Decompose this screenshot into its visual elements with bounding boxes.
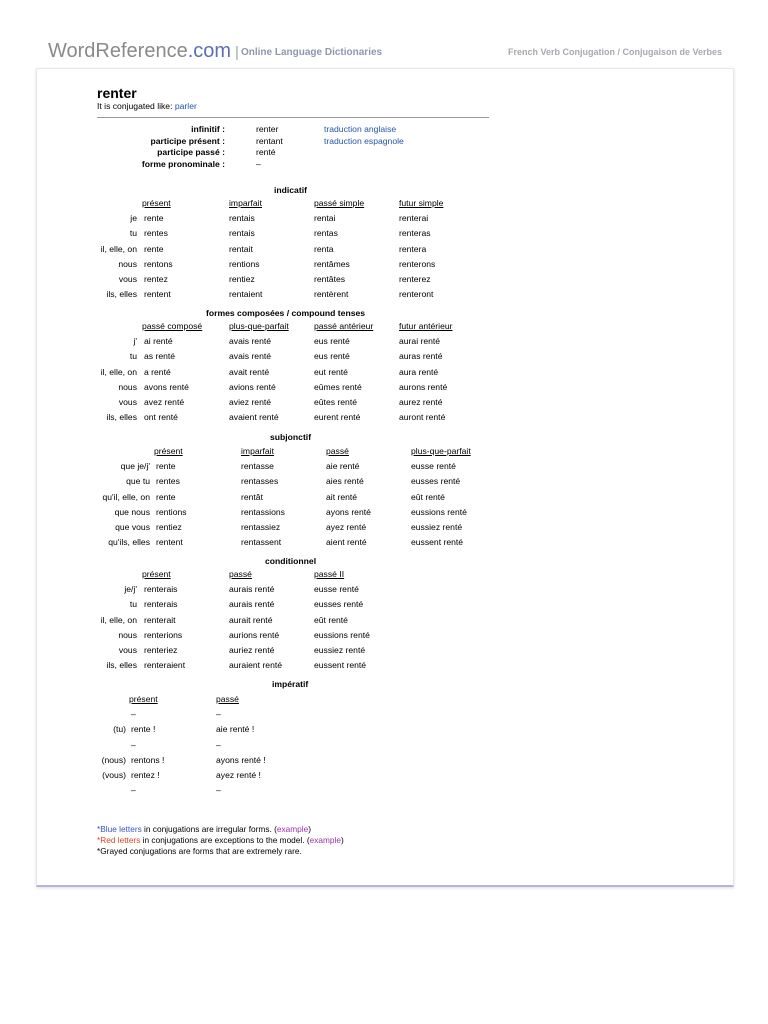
- indicatif-form: rentèrent: [314, 289, 349, 300]
- imperatif-form: rentez !: [131, 770, 160, 780]
- subjonctif-form: rentât: [241, 491, 263, 502]
- model-verb-link[interactable]: parler: [174, 101, 197, 111]
- indicatif-form: renteront: [399, 289, 434, 300]
- conditionnel-header: passé II: [314, 569, 345, 579]
- conditionnel-form: eussent renté: [314, 660, 367, 671]
- note-irregular-text: in conjugations are irregular forms. (: [141, 824, 277, 834]
- composees-header: futur antérieur: [399, 321, 453, 331]
- composees-form: eut renté: [314, 366, 348, 377]
- imperatif-form: rentons !: [131, 754, 165, 765]
- subjonctif-pronoun: qu'il, elle, on: [102, 491, 150, 502]
- imperatif-form: –: [131, 785, 136, 796]
- imperatif-pronoun: (tu): [113, 724, 126, 735]
- note-exceptions-text: in conjugations are exceptions to the model. (: [140, 835, 310, 845]
- note-irregular: [97, 824, 344, 835]
- conjugated-like-label: It is conjugated like:: [97, 101, 175, 111]
- indicatif-form: rentera: [399, 243, 427, 254]
- conditionnel-form: aurait renté: [229, 614, 273, 625]
- composees-form: a renté: [144, 366, 171, 377]
- indicatif-form: renterai: [399, 213, 429, 224]
- composees-header: passé antérieur: [314, 321, 374, 331]
- indicatif-form: rentâmes: [314, 258, 350, 269]
- indicatif-form: rentions: [229, 258, 260, 269]
- info-label: infinitif :: [191, 124, 225, 134]
- subjonctif-form: rentent: [156, 537, 183, 548]
- subjonctif-form: rentes: [156, 476, 180, 487]
- indicatif-pronoun: ils, elles: [106, 289, 137, 300]
- composees-form: eûmes renté: [314, 381, 362, 392]
- indicatif-form: rentais: [229, 228, 255, 239]
- verb-info: [97, 124, 497, 176]
- composees-form: avez renté: [144, 397, 185, 407]
- subjonctif-form: eût renté: [411, 491, 445, 502]
- conditionnel-pronoun: vous: [118, 645, 137, 655]
- imperatif-title: impératif: [272, 679, 309, 689]
- subjonctif-form: ait renté: [326, 491, 358, 502]
- composees-title: formes composées / compound tenses: [206, 308, 366, 318]
- subjonctif-pronoun: que vous: [115, 522, 150, 532]
- conditionnel-form: eusse renté: [314, 584, 359, 595]
- subjonctif-form: rente: [156, 491, 176, 502]
- subjonctif-form: rentions: [156, 506, 187, 517]
- subjonctif-form: rentiez: [156, 522, 182, 532]
- imperatif-header: présent: [129, 694, 158, 704]
- indicatif-form: renteras: [399, 228, 431, 239]
- composees-pronoun: vous: [118, 397, 137, 407]
- composees-pronoun: ils, elles: [106, 412, 137, 423]
- indicatif-pronoun: tu: [129, 228, 137, 239]
- subjonctif-header: présent: [154, 446, 183, 456]
- indicatif-form: rentent: [144, 289, 171, 300]
- composees-form: aviez renté: [229, 397, 272, 407]
- indicatif-pronoun: il, elle, on: [100, 243, 137, 254]
- indicatif-header: futur simple: [399, 198, 444, 208]
- indicatif-pronoun: vous: [118, 274, 137, 284]
- info-label: participe passé :: [157, 147, 225, 157]
- note-rare: *Grayed conjugations are forms that are extremely rare.: [97, 846, 302, 856]
- composees-form: eurent renté: [314, 412, 361, 423]
- site-header: [48, 38, 722, 68]
- conditionnel-form: renterions: [144, 629, 183, 640]
- subjonctif-pronoun: que nous: [114, 506, 150, 517]
- composees-form: auront renté: [399, 412, 446, 423]
- verb-title: renter: [97, 85, 137, 101]
- indicatif-header: présent: [142, 198, 171, 208]
- subjonctif-form: aies renté: [326, 476, 364, 487]
- composees-form: ai renté: [144, 336, 173, 347]
- indicatif-form: rentes: [144, 228, 168, 239]
- subjonctif-pronoun: que tu: [126, 476, 150, 487]
- composees-form: avais renté: [229, 351, 272, 362]
- logo-separator: |: [235, 44, 239, 61]
- imperatif-form: –: [216, 785, 221, 796]
- subjonctif-form: rente: [156, 461, 176, 472]
- example-link-exceptions[interactable]: example: [309, 835, 341, 845]
- composees-form: aurai renté: [399, 336, 441, 347]
- conditionnel-form: eût renté: [314, 614, 348, 625]
- imperatif-form: –: [216, 709, 221, 720]
- conditionnel-form: eussiez renté: [314, 645, 366, 655]
- site-logo[interactable]: [48, 40, 382, 63]
- imperatif-form: –: [131, 709, 136, 720]
- conditionnel-pronoun: il, elle, on: [100, 614, 137, 625]
- indicatif-form: rentait: [229, 243, 253, 254]
- subjonctif-header: passé: [326, 446, 349, 456]
- conditionnel-form: aurais renté: [229, 599, 275, 610]
- subjonctif-form: eussions renté: [411, 506, 467, 517]
- conditionnel-form: eusses renté: [314, 599, 364, 610]
- subjonctif-header: imparfait: [241, 446, 274, 456]
- composees-pronoun: tu: [129, 351, 137, 362]
- subjonctif-form: rentassent: [241, 537, 282, 548]
- indicatif-form: rentons: [144, 258, 173, 269]
- indicatif-form: renterons: [399, 258, 436, 269]
- subjonctif-form: rentasse: [241, 461, 274, 472]
- composees-header: passé composé: [142, 321, 203, 331]
- indicatif-form: rente: [144, 213, 164, 224]
- composees-header: plus-que-parfait: [229, 321, 289, 331]
- conditionnel-form: renterais: [144, 584, 178, 595]
- info-value: –: [256, 158, 261, 169]
- verb-header: [97, 86, 497, 176]
- composees-form: eus renté: [314, 336, 350, 347]
- composees-form: avons renté: [144, 381, 189, 392]
- indicatif-pronoun: nous: [118, 258, 137, 269]
- composees-form: avait renté: [229, 366, 270, 377]
- info-value: rentant: [256, 135, 283, 146]
- indicatif-form: rentiez: [229, 274, 255, 284]
- header-page-title: French Verb Conjugation / Conjugaison de Verbes: [507, 47, 722, 57]
- imperatif-form: –: [216, 739, 221, 750]
- indicatif-form: rentai: [314, 213, 336, 224]
- imperatif-header: passé: [216, 694, 239, 704]
- logo-com: .com: [187, 40, 232, 62]
- conditionnel-title: conditionnel: [265, 556, 317, 566]
- subjonctif-form: eusses renté: [411, 476, 461, 487]
- info-value: renter: [256, 124, 279, 134]
- conditionnel-form: aurais renté: [229, 584, 275, 595]
- note-blue-letters: *Blue letters: [97, 824, 142, 834]
- imperatif-pronoun: (vous): [102, 770, 126, 780]
- subjonctif-form: eusse renté: [411, 461, 456, 472]
- indicatif-title: indicatif: [274, 185, 307, 195]
- indicatif-form: renterez: [399, 274, 431, 284]
- info-row: [97, 147, 497, 158]
- conditionnel-form: renterais: [144, 599, 178, 610]
- indicatif-form: rentâtes: [314, 274, 346, 284]
- indicatif-form: rente: [144, 243, 164, 254]
- conditionnel-pronoun: nous: [118, 629, 137, 640]
- conditionnel-pronoun: tu: [129, 599, 137, 610]
- conditionnel-header: présent: [142, 569, 171, 579]
- conditionnel-form: eussions renté: [314, 629, 370, 640]
- indicatif-header: passé simple: [314, 198, 365, 208]
- composees-form: aura renté: [399, 366, 439, 377]
- info-row: [97, 159, 497, 170]
- composees-form: as renté: [144, 351, 176, 362]
- composees-pronoun: il, elle, on: [100, 366, 137, 377]
- indicatif-form: rentais: [229, 213, 255, 224]
- composees-form: auras renté: [399, 351, 443, 362]
- info-label: forme pronominale :: [141, 158, 225, 169]
- indicatif-form: rentaient: [229, 289, 263, 300]
- composees-form: aurez renté: [399, 397, 443, 407]
- conditionnel-form: aurions renté: [229, 629, 280, 640]
- imperatif-pronoun: (nous): [101, 754, 126, 765]
- conjugated-like: [97, 101, 497, 111]
- conditionnel-header: passé: [229, 569, 252, 579]
- subjonctif-form: aie renté: [326, 461, 360, 472]
- composees-form: ont renté: [144, 412, 178, 423]
- subjonctif-form: ayez renté: [326, 522, 367, 532]
- subjonctif-form: eussent renté: [411, 537, 464, 548]
- imperatif-form: rente !: [131, 724, 156, 735]
- logo-main: WordReference: [48, 40, 188, 62]
- info-label: participe présent :: [150, 135, 225, 146]
- composees-form: avaient renté: [229, 412, 279, 423]
- subjonctif-form: ayons renté: [326, 506, 371, 517]
- note-red-letters: *Red letters: [97, 835, 141, 845]
- composees-pronoun: nous: [118, 381, 137, 392]
- note-irregular-close: ): [308, 824, 311, 834]
- subjonctif-form: aient renté: [326, 537, 367, 548]
- subjonctif-header: plus-que-parfait: [411, 446, 471, 456]
- conditionnel-pronoun: ils, elles: [106, 660, 137, 671]
- info-value: renté: [256, 147, 276, 157]
- composees-form: avais renté: [229, 336, 272, 347]
- composees-form: avions renté: [229, 381, 276, 392]
- info-row: [97, 136, 497, 147]
- indicatif-pronoun: je: [130, 213, 137, 224]
- composees-form: eus renté: [314, 351, 350, 362]
- legend-notes: [97, 824, 344, 857]
- translation-link[interactable]: traduction espagnole: [324, 135, 404, 146]
- subjonctif-form: rentasses: [241, 476, 279, 487]
- composees-form: eûtes renté: [314, 397, 357, 407]
- conditionnel-pronoun: je/j': [124, 584, 137, 595]
- subjonctif-form: eussiez renté: [411, 522, 463, 532]
- conditionnel-form: renteraient: [144, 660, 186, 671]
- conditionnel-form: renterait: [144, 614, 176, 625]
- note-exceptions: [97, 835, 344, 846]
- indicatif-header: imparfait: [229, 198, 262, 208]
- divider: [97, 117, 489, 118]
- subjonctif-pronoun: que je/j': [120, 461, 150, 472]
- imperatif-form: ayons renté !: [216, 754, 266, 765]
- conditionnel-form: auriez renté: [229, 645, 275, 655]
- indicatif-form: rentez: [144, 274, 168, 284]
- info-row: [97, 124, 497, 135]
- imperatif-form: –: [131, 739, 136, 750]
- subjonctif-form: rentassiez: [241, 522, 281, 532]
- indicatif-form: rentas: [314, 228, 338, 239]
- subjonctif-pronoun: qu'ils, elles: [108, 537, 150, 548]
- note-exceptions-close: ): [341, 835, 344, 845]
- logo-subtitle: Online Language Dictionaries: [240, 47, 383, 58]
- imperatif-form: aie renté !: [216, 724, 255, 735]
- subjonctif-form: rentassions: [241, 506, 285, 517]
- example-link-irregular[interactable]: example: [276, 824, 309, 834]
- composees-form: aurons renté: [399, 381, 448, 392]
- translation-link[interactable]: traduction anglaise: [324, 124, 397, 134]
- imperatif-form: ayez renté !: [216, 770, 261, 780]
- composees-pronoun: j': [133, 336, 137, 347]
- conditionnel-form: auraient renté: [229, 660, 283, 671]
- subjonctif-title: subjonctif: [270, 432, 312, 442]
- conditionnel-form: renteriez: [144, 645, 178, 655]
- indicatif-form: renta: [314, 243, 334, 254]
